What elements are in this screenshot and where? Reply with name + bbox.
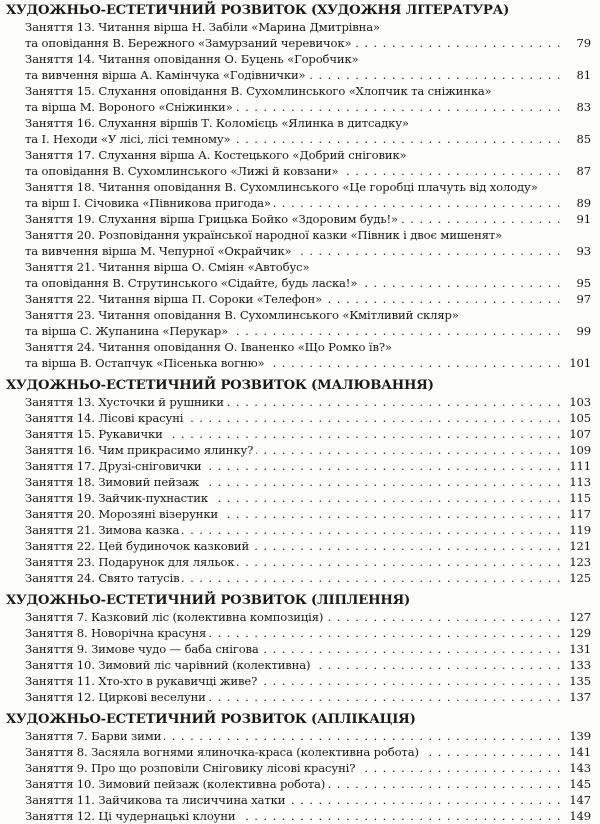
page-number: 133 (565, 657, 591, 673)
entry-title-text: Заняття 24. Читання оповідання О. Іваненко «Що Ромко їв?» (25, 340, 395, 354)
page-number: 125 (565, 570, 591, 586)
entry-title-text: та вірша М. Вороного «Сніжинки» (25, 100, 236, 114)
entry-title-text: Заняття 18. Читання оповідання В. Сухомлинського «Це горобці плачуть від холоду» (25, 180, 541, 194)
toc-entry[interactable] (6, 609, 591, 625)
entry-title-line (25, 179, 591, 195)
page-number: 101 (565, 355, 591, 371)
toc-entry[interactable] (6, 522, 591, 538)
entry-title-text: Заняття 16. Чим прикрасимо ялинку? (25, 443, 256, 457)
toc-entry[interactable] (6, 83, 591, 115)
page-number: 97 (565, 291, 591, 307)
toc-entry[interactable] (6, 147, 591, 179)
entry-title-text: Заняття 21. Зимова казка (25, 523, 182, 537)
entry-title-line-with-page (25, 355, 591, 371)
toc-entry[interactable] (6, 538, 591, 554)
page-number: 95 (565, 275, 591, 291)
entry-title-text: Заняття 16. Слухання віршів Т. Коломієць «Ялинка в дитсадку» (25, 116, 412, 130)
entry-title-line-with-page (25, 744, 591, 760)
entry-title-text: Заняття 24. Свято татусів (25, 571, 182, 585)
entry-title-line-with-page (25, 394, 591, 410)
entry-title-text: Заняття 20. Морозяні візерунки (25, 507, 221, 521)
toc-section (6, 2, 591, 371)
entry-title-text: Заняття 23. Читання оповідання В. Сухомлинського «Кмітливий скляр» (25, 308, 462, 322)
page-number: 121 (565, 538, 591, 554)
section-heading: ХУДОЖНЬО-ЕСТЕТИЧНИЙ РОЗВИТОК (ЛІПЛЕННЯ) (6, 593, 411, 608)
section-heading: ХУДОЖНЬО-ЕСТЕТИЧНИЙ РОЗВИТОК (АПЛІКАЦІЯ) (6, 712, 416, 727)
entry-title-line (25, 115, 591, 131)
entry-title-text: Заняття 19. Слухання вірша Грицька Бойко «Здоровим будь!» (25, 212, 401, 226)
entry-title-line-with-page (25, 760, 591, 776)
page-number: 93 (565, 243, 591, 259)
toc-entry[interactable] (6, 115, 591, 147)
entry-title-line-with-page (25, 657, 591, 673)
entry-title-line-with-page (25, 243, 591, 259)
entry-title-text: Заняття 7. Барви зими (25, 729, 164, 743)
toc-entry[interactable] (6, 19, 591, 51)
toc-section (6, 592, 591, 705)
entry-title-text: Заняття 9. Про що розповіли Сніговику лісові красуні? (25, 761, 358, 775)
entry-title-line-with-page (25, 554, 591, 570)
entry-title-line-with-page (25, 195, 591, 211)
page-number: 115 (565, 490, 591, 506)
page-number: 107 (565, 426, 591, 442)
entry-title-line-with-page (25, 458, 591, 474)
page-number: 117 (565, 506, 591, 522)
toc-entry[interactable] (6, 657, 591, 673)
page-number: 109 (565, 442, 591, 458)
entry-title-line-with-page (25, 442, 591, 458)
entry-title-text: Заняття 15. Рукавички (25, 427, 166, 441)
entry-title-line-with-page (25, 538, 591, 554)
toc-entry[interactable] (6, 394, 591, 410)
entry-title-line-with-page (25, 673, 591, 689)
entry-title-line-with-page (25, 641, 591, 657)
entry-title-line-with-page (25, 67, 591, 83)
toc-entry[interactable] (6, 490, 591, 506)
toc-section (6, 711, 591, 824)
page-number: 129 (565, 625, 591, 641)
entry-title-text: Заняття 23. Подарунок для ляльок (25, 555, 237, 569)
page-number: 111 (565, 458, 591, 474)
entry-title-line (25, 307, 591, 323)
page-number: 81 (565, 67, 591, 83)
page-number: 123 (565, 554, 591, 570)
entry-title-text: та оповідання В. Струтинського «Сідайте, будь ласка!» (25, 276, 360, 290)
page-number: 89 (565, 195, 591, 211)
page-number: 135 (565, 673, 591, 689)
entry-title-text: Заняття 7. Казковий ліс (колективна композиція) (25, 610, 326, 624)
page-number: 137 (565, 689, 591, 705)
toc-entry[interactable] (6, 307, 591, 339)
entry-title-line-with-page (25, 506, 591, 522)
toc-entry[interactable] (6, 760, 591, 776)
toc-entry[interactable] (6, 410, 591, 426)
toc-entry[interactable] (6, 728, 591, 744)
entry-title-line-with-page (25, 275, 591, 291)
entry-title-line-with-page (25, 792, 591, 808)
entry-title-text: та вивчення вірша М. Чепурної «Окрайчик» (25, 244, 295, 258)
entry-title-text: та вірша С. Жупанина «Перукар» (25, 324, 231, 338)
entry-title-line-with-page (25, 625, 591, 641)
page-number: 141 (565, 744, 591, 760)
entry-title-text: Заняття 14. Лісові красуні (25, 411, 186, 425)
entry-title-line-with-page (25, 776, 591, 792)
toc-entry[interactable] (6, 227, 591, 259)
toc-entry[interactable] (6, 808, 591, 824)
page-number: 113 (565, 474, 591, 490)
toc-entry[interactable] (6, 211, 591, 227)
entry-title-text: Заняття 11. Зайчикова та лисиччина хатки (25, 793, 288, 807)
entry-title-text: Заняття 17. Слухання вірша А. Костецького «Добрий сніговик» (25, 148, 410, 162)
toc-entry[interactable] (6, 474, 591, 490)
toc-entry[interactable] (6, 570, 591, 586)
toc-entry[interactable] (6, 506, 591, 522)
entry-title-line-with-page (25, 163, 591, 179)
entry-title-line (25, 51, 591, 67)
toc-entry[interactable] (6, 426, 591, 442)
entry-title-line-with-page (25, 131, 591, 147)
entry-title-line-with-page (25, 323, 591, 339)
page-number: 147 (565, 792, 591, 808)
entry-title-text: Заняття 18. Зимовий пейзаж (25, 475, 202, 489)
entry-title-text: та оповідання В. Сухомлинського «Лижі й ковзани» (25, 164, 341, 178)
entry-title-line-with-page (25, 522, 591, 538)
entry-title-line-with-page (25, 689, 591, 705)
toc-entry[interactable] (6, 51, 591, 83)
page-number: 103 (565, 394, 591, 410)
entry-title-text: Заняття 8. Новорічна красуня (25, 626, 209, 640)
entry-title-line-with-page (25, 609, 591, 625)
toc-entry[interactable] (6, 641, 591, 657)
entry-title-line-with-page (25, 426, 591, 442)
page-number: 91 (565, 211, 591, 227)
entry-title-text: Заняття 11. Хто-хто в рукавичці живе? (25, 674, 260, 688)
entry-title-line (25, 227, 591, 243)
entry-title-text: та вивчення вірша А. Камінчука «Годівнички» (25, 68, 308, 82)
entry-title-text: Заняття 13. Хусточки й рушники (25, 395, 227, 409)
entry-title-text: та вірша В. Остапчук «Пісенька вогню» (25, 356, 268, 370)
page-number: 131 (565, 641, 591, 657)
section-heading: ХУДОЖНЬО-ЕСТЕТИЧНИЙ РОЗВИТОК (ХУДОЖНЯ ЛІТЕРАТУРА) (6, 3, 510, 18)
entry-title-line-with-page (25, 291, 591, 307)
page-number: 105 (565, 410, 591, 426)
toc-entry[interactable] (6, 776, 591, 792)
page-number: 119 (565, 522, 591, 538)
entry-title-text: Заняття 13. Читання вірша Н. Забіли «Марина Дмитрівна» (25, 20, 383, 34)
entry-title-text: Заняття 10. Зимовий ліс чарівний (колективна) (25, 658, 313, 672)
entry-title-text: Заняття 22. Читання вірша П. Сороки «Телефон» (25, 292, 325, 306)
toc-section (6, 377, 591, 586)
page-number: 85 (565, 131, 591, 147)
entry-title-line-with-page (25, 410, 591, 426)
entry-title-text: Заняття 19. Зайчик-пухнастик (25, 491, 211, 505)
entry-title-text: та І. Неходи «У лісі, лісі темному» (25, 132, 233, 146)
toc-entry[interactable] (6, 673, 591, 689)
toc-entry[interactable] (6, 291, 591, 307)
entry-title-text: Заняття 21. Читання вірша О. Сміян «Автобус» (25, 260, 312, 274)
entry-title-text: Заняття 9. Зимове чудо — баба снігова (25, 642, 262, 656)
page-number: 127 (565, 609, 591, 625)
toc-entry[interactable] (6, 554, 591, 570)
section-heading: ХУДОЖНЬО-ЕСТЕТИЧНИЙ РОЗВИТОК (МАЛЮВАННЯ) (6, 378, 434, 393)
toc-entry[interactable] (6, 458, 591, 474)
entry-title-text: Заняття 12. Ці чудернацькі клоуни (25, 809, 239, 823)
entry-title-text: Заняття 17. Друзі-сніговички (25, 459, 204, 473)
entry-title-line-with-page (25, 808, 591, 824)
page-number: 87 (565, 163, 591, 179)
entry-title-text: Заняття 20. Розповідання української народної казки «Півник і двоє мишенят» (25, 228, 505, 242)
toc-entry[interactable] (6, 744, 591, 760)
entry-title-line (25, 19, 591, 35)
entry-title-text: Заняття 10. Зимовий пейзаж (колективна робота) (25, 777, 328, 791)
toc-entry[interactable] (6, 179, 591, 211)
toc-entry[interactable] (6, 792, 591, 808)
entry-title-line-with-page (25, 490, 591, 506)
page-number: 143 (565, 760, 591, 776)
entry-title-line-with-page (25, 35, 591, 51)
toc-entry[interactable] (6, 339, 591, 371)
entry-title-line (25, 83, 591, 99)
entry-title-line (25, 259, 591, 275)
entry-title-line-with-page (25, 474, 591, 490)
entry-title-line-with-page (25, 728, 591, 744)
page-number: 145 (565, 776, 591, 792)
entry-title-text: та вірш І. Січовика «Півникова пригода» (25, 196, 274, 210)
toc-entry[interactable] (6, 259, 591, 291)
entry-title-text: Заняття 22. Цей будиночок казковий (25, 539, 252, 553)
page-number: 79 (565, 35, 591, 51)
entry-title-text: Заняття 15. Слухання оповідання В. Сухомлинського «Хлопчик та сніжинка» (25, 84, 495, 98)
toc-entry[interactable] (6, 625, 591, 641)
entry-title-line (25, 147, 591, 163)
page-number: 139 (565, 728, 591, 744)
entry-title-line-with-page (25, 211, 591, 227)
page-number: 149 (565, 808, 591, 824)
entry-title-text: Заняття 12. Циркові веселуни (25, 690, 209, 704)
toc-entry[interactable] (6, 442, 591, 458)
entry-title-text: Заняття 8. Засяяла вогнями ялиночка-краса (колективна робота) (25, 745, 422, 759)
entry-title-line (25, 339, 591, 355)
entry-title-line-with-page (25, 99, 591, 115)
page-number: 99 (565, 323, 591, 339)
entry-title-text: та оповідання В. Бережного «Замурзаний черевичок» (25, 36, 354, 50)
toc-entry[interactable] (6, 689, 591, 705)
page-number: 83 (565, 99, 591, 115)
entry-title-line-with-page (25, 570, 591, 586)
entry-title-text: Заняття 14. Читання оповідання О. Буцень «Горобчик» (25, 52, 362, 66)
